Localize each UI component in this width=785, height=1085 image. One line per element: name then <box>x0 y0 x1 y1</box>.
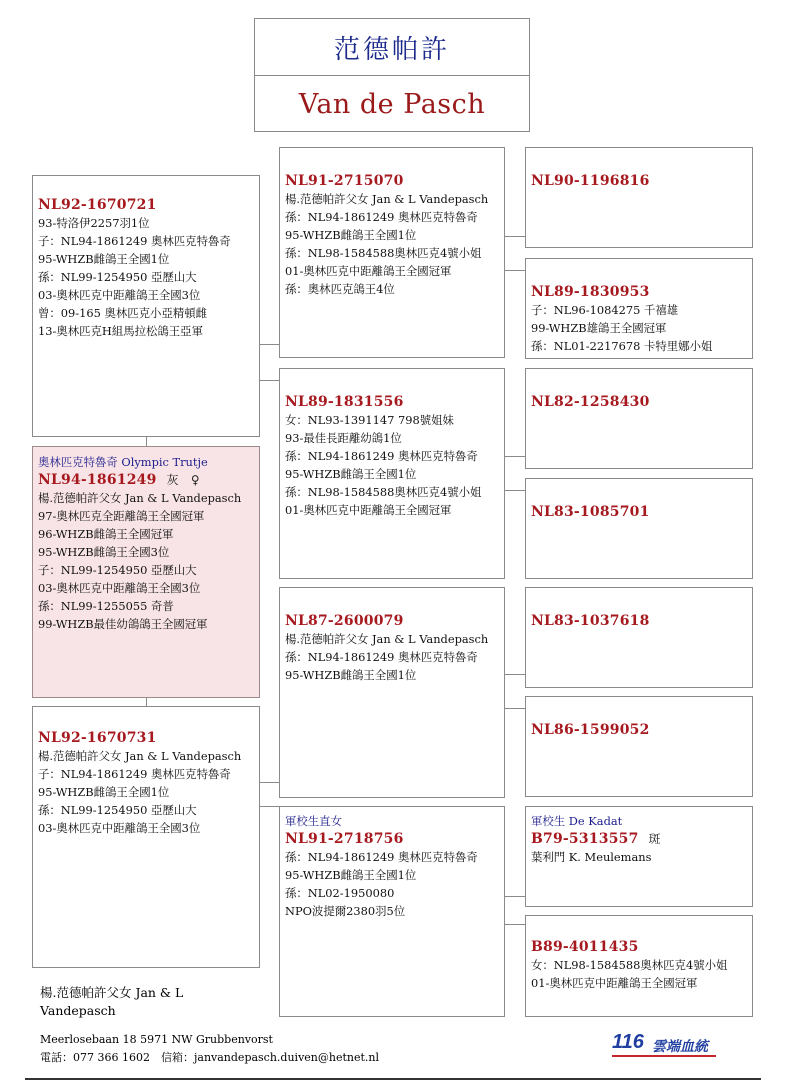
achievement-line: 03-奧林匹克中距離鴿王全國3位 <box>38 288 201 302</box>
phone-email: 電話：077 366 1602 信箱：janvandepasch.duiven@hetnet.nl <box>40 1051 380 1064</box>
subject-ring: NL94-1861249 <box>38 472 157 488</box>
achievement-line: 孫：NL99-1255055 奇普 <box>38 599 174 613</box>
achievement-line: 孫：NL01-2217678 卡特里娜小姐 <box>531 339 713 353</box>
achievement-line: 99-WHZB雄鴿王全國冠軍 <box>531 321 667 335</box>
achievement-line: 子：NL94-1861249 奧林匹克特魯奇 <box>38 234 231 248</box>
ring-number: NL89-1831556 <box>285 394 404 410</box>
title-english: Van de Pasch <box>298 89 486 120</box>
great-grandparent-card[interactable] <box>525 368 753 469</box>
achievement-line: NPO波提爾2380羽5位 <box>285 904 406 918</box>
connector <box>505 896 525 897</box>
dam-card[interactable] <box>32 706 260 968</box>
ring-value: B79-5313557 <box>531 831 639 847</box>
connector <box>260 782 280 783</box>
owner-name: 楊.范德帕許父女 Jan & L Vandepasch <box>40 985 184 1018</box>
achievement-line: 97-奧林匹克全距離鴿王全國冠軍 <box>38 509 205 523</box>
achievement-line: 女：NL93-1391147 798號姐妹 <box>285 413 454 427</box>
achievement-line: 孫：NL98-1584588奧林匹克4號小姐 <box>285 485 482 499</box>
achievement-line: 楊.范德帕許父女 Jan & L Vandepasch <box>38 749 242 763</box>
achievement-line: 95-WHZB雌鴿王全國3位 <box>38 545 170 559</box>
ring-number: NL82-1258430 <box>531 394 650 410</box>
achievement-line: 95-WHZB雌鴿王全國1位 <box>285 868 417 882</box>
card-label: 軍校生 De Kadat <box>531 814 623 828</box>
achievement-line: 葉利門 K. Meulemans <box>531 850 652 864</box>
title-chinese: 范德帕許 <box>255 19 529 76</box>
achievement-line: 孫：奧林匹克鴿王4位 <box>285 282 395 296</box>
ring-number: NL86-1599052 <box>531 722 650 738</box>
great-grandparent-card[interactable] <box>525 478 753 579</box>
connector <box>505 674 525 675</box>
achievement-line: 孫：NL94-1861249 奧林匹克特魯奇 <box>285 850 478 864</box>
ring-number: NL87-2600079 <box>285 613 404 629</box>
achievement-line: 93-最佳長距離幼鴿1位 <box>285 431 402 445</box>
ring-number: NL83-1037618 <box>531 613 650 629</box>
achievement-line: 子：NL94-1861249 奧林匹克特魯奇 <box>38 767 231 781</box>
achievement-line: 95-WHZB雌鴿王全國1位 <box>285 668 417 682</box>
achievement-line: 楊.范德帕許父女 Jan & L Vandepasch <box>285 632 489 646</box>
sire-card[interactable] <box>32 175 260 437</box>
achievement-line: 楊.范德帕許父女 Jan & L Vandepasch <box>285 192 489 206</box>
connector <box>146 436 147 446</box>
achievement-list <box>38 214 259 340</box>
card-label: 軍校生直女 <box>285 814 342 828</box>
granddam-maternal-card[interactable] <box>279 806 505 1017</box>
brand-logo <box>612 1031 722 1059</box>
great-grandparent-card[interactable] <box>525 806 753 907</box>
ring-number: NL92-1670721 <box>38 197 157 213</box>
ring-number: NL89-1830953 <box>531 284 650 300</box>
achievement-line: 93-特洛伊2257羽1位 <box>38 216 150 230</box>
subject-card[interactable] <box>32 446 260 698</box>
achievement-line: 03-奧林匹克中距離鴿王全國3位 <box>38 821 201 835</box>
ring-number: NL83-1085701 <box>531 504 650 520</box>
connector <box>505 236 525 237</box>
contact-info <box>40 1031 379 1067</box>
connector <box>505 924 525 925</box>
grandsire-maternal-card[interactable] <box>279 587 505 798</box>
achievement-line: 孫：NL99-1254950 亞歷山大 <box>38 803 197 817</box>
connector <box>260 380 280 381</box>
achievement-line: 孫：NL98-1584588奧林匹克4號小姐 <box>285 246 482 260</box>
achievement-line: 孫：NL02-1950080 <box>285 886 395 900</box>
logo-underline <box>612 1055 716 1057</box>
ring-number: B89-4011435 <box>531 939 639 955</box>
achievement-line: 96-WHZB雌鴿王全國冠軍 <box>38 527 174 541</box>
achievement-line: 99-WHZB最佳幼鴿鴿王全國冠軍 <box>38 617 208 631</box>
ring-number: NL90-1196816 <box>531 173 650 189</box>
ring-number <box>38 471 259 489</box>
color-sex: 灰 ♀ <box>166 473 200 487</box>
achievement-line: 楊.范德帕許父女 Jan & L Vandepasch <box>38 491 242 505</box>
connector <box>505 270 525 271</box>
ring-number: NL92-1670731 <box>38 730 157 746</box>
achievement-line: 曾：09-165 奧林匹克小亞精頓雌 <box>38 306 208 320</box>
color-label: 斑 <box>648 832 661 846</box>
great-grandparent-card[interactable] <box>525 258 753 359</box>
subject-name: 奧林匹克特魯奇 Olympic Trutje <box>38 455 208 469</box>
achievement-line: 子：NL96-1084275 千禧雄 <box>531 303 679 317</box>
bottom-divider <box>25 1078 761 1080</box>
achievement-line: 95-WHZB雌鴿王全國1位 <box>38 252 170 266</box>
achievement-line: 女：NL98-1584588奧林匹克4號小姐 <box>531 958 728 972</box>
pedigree-title <box>254 18 530 132</box>
connector <box>146 698 147 706</box>
address: Meerlosebaan 18 5971 NW Grubbenvorst <box>40 1033 273 1046</box>
achievement-line: 子：NL99-1254950 亞歷山大 <box>38 563 197 577</box>
connector <box>505 490 525 491</box>
achievement-line: 孫：NL94-1861249 奧林匹克特魯奇 <box>285 650 478 664</box>
achievement-line: 01-奧林匹克中距離鴿王全國冠軍 <box>285 503 452 517</box>
achievement-line: 01-奧林匹克中距離鴿王全國冠軍 <box>285 264 452 278</box>
ring-number: NL91-2718756 <box>285 831 404 847</box>
achievement-line: 孫：NL99-1254950 亞歷山大 <box>38 270 197 284</box>
connector <box>260 806 280 807</box>
achievement-line: 01-奧林匹克中距離鴿王全國冠軍 <box>531 976 698 990</box>
grandsire-paternal-card[interactable] <box>279 147 505 358</box>
achievement-line: 孫：NL94-1861249 奧林匹克特魯奇 <box>285 210 478 224</box>
connector <box>260 344 280 345</box>
achievement-line: 95-WHZB雌鴿王全國1位 <box>285 467 417 481</box>
connector <box>505 456 525 457</box>
achievement-line: 03-奧林匹克中距離鴿王全國3位 <box>38 581 201 595</box>
achievement-line: 95-WHZB雌鴿王全國1位 <box>38 785 170 799</box>
ring-number: NL91-2715070 <box>285 173 404 189</box>
logo-number: 116 <box>612 1031 644 1053</box>
connector <box>505 708 525 709</box>
logo-text: 雲端血統 <box>652 1039 708 1055</box>
great-grandparent-card[interactable] <box>525 147 753 248</box>
achievement-line: 孫：NL94-1861249 奧林匹克特魯奇 <box>285 449 478 463</box>
achievement-list <box>38 489 259 633</box>
great-grandparent-card[interactable] <box>525 915 753 1017</box>
achievement-line: 13-奧林匹克H組馬拉松鴿王亞軍 <box>38 324 203 338</box>
great-grandparent-card[interactable] <box>525 587 753 688</box>
achievement-line: 95-WHZB雌鴿王全國1位 <box>285 228 417 242</box>
granddam-paternal-card[interactable] <box>279 368 505 579</box>
achievement-list <box>38 747 259 837</box>
great-grandparent-card[interactable] <box>525 696 753 797</box>
ring-number <box>531 830 752 848</box>
